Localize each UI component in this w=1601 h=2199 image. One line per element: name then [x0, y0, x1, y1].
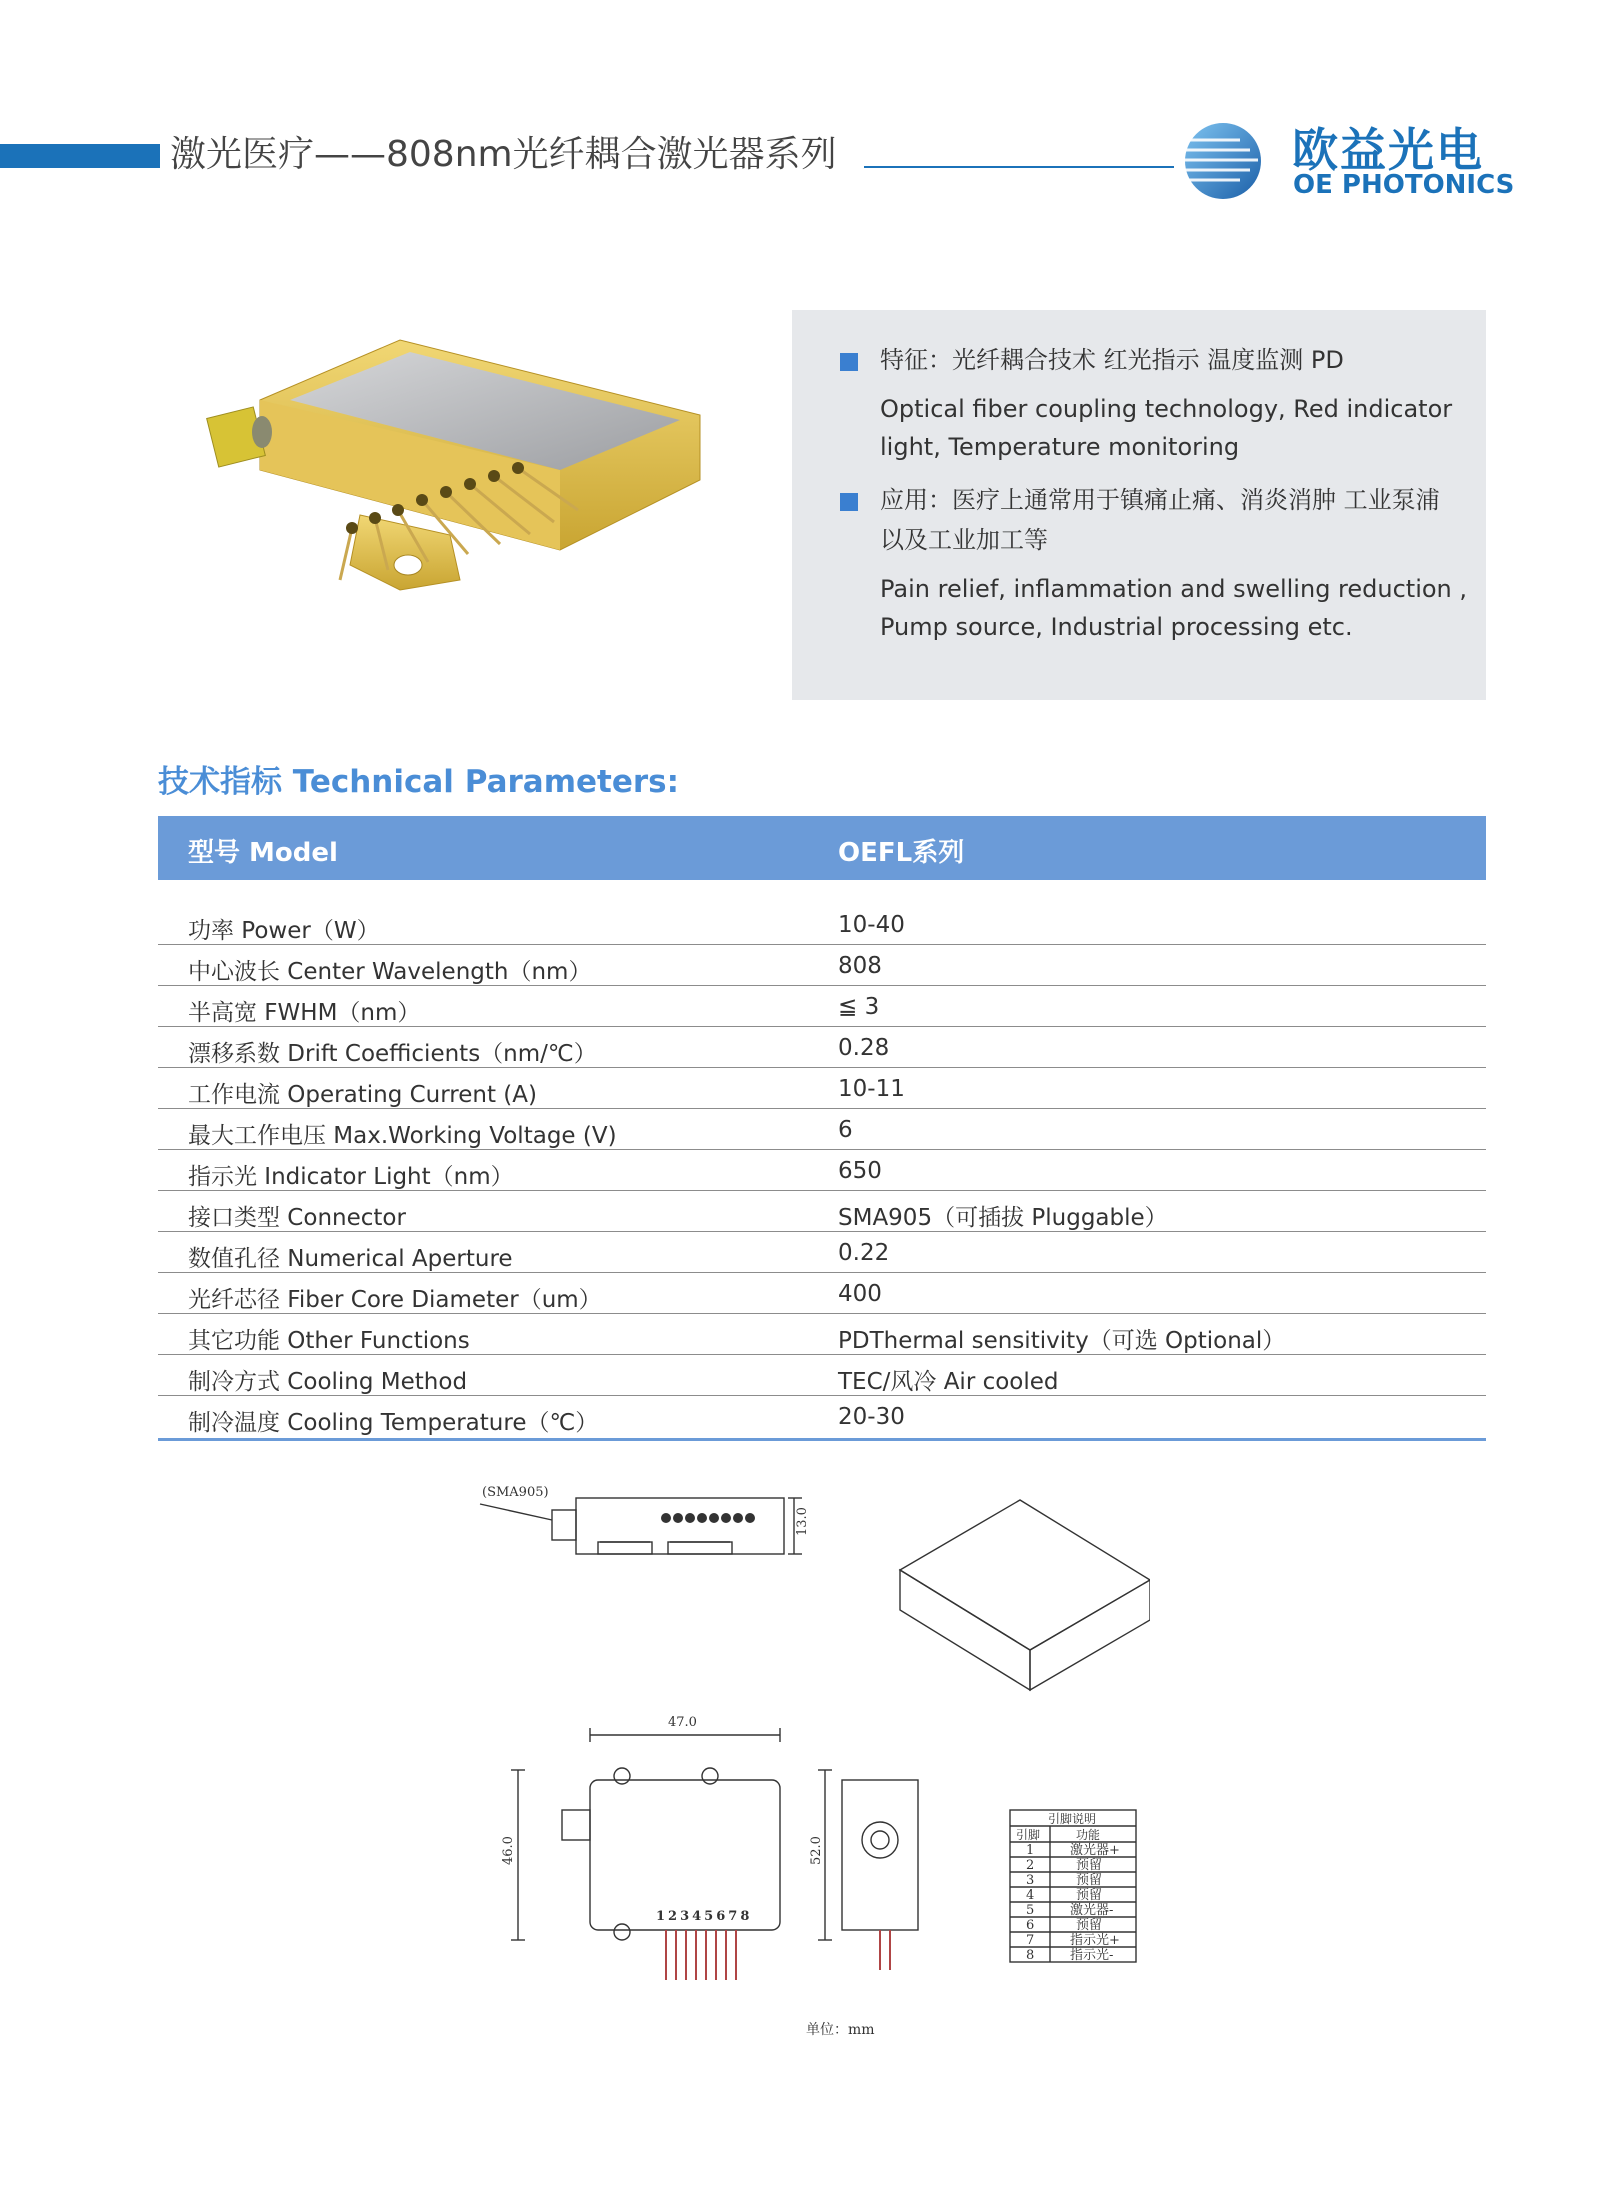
param-name: 最大工作电压 Max.Working Voltage (V)	[188, 1123, 617, 1149]
square-bullet-icon	[840, 353, 858, 371]
top-view-body	[590, 1780, 780, 1930]
param-value: 6	[838, 1117, 853, 1143]
param-value: 400	[838, 1281, 882, 1307]
square-bullet-icon	[840, 493, 858, 511]
length-dimension: 52.0	[809, 1836, 824, 1865]
unit-label: 单位：mm	[806, 2022, 875, 2038]
param-value: 20-30	[838, 1404, 905, 1430]
table-row	[158, 986, 1486, 1027]
pin-table-title: 引脚说明	[1048, 1812, 1097, 1826]
pin-number: 8	[1026, 1948, 1035, 1963]
header-accent-bar	[0, 144, 160, 168]
param-name: 中心波长 Center Wavelength（nm）	[188, 959, 592, 985]
param-value: 808	[838, 953, 882, 979]
pin-function: 指示光+	[1070, 1933, 1120, 1948]
pin-table-col1: 引脚	[1016, 1828, 1041, 1842]
page-title: 激光医疗——808nm光纤耦合激光器系列	[170, 134, 837, 175]
param-name: 光纤芯径 Fiber Core Diameter（um）	[188, 1287, 602, 1313]
application-en-text-2: Pump source, Industrial processing etc.	[880, 613, 1353, 641]
header-series: OEFL系列	[838, 838, 965, 868]
param-value: ≦ 3	[838, 994, 880, 1020]
table-row	[158, 1068, 1486, 1109]
pin-number: 2	[1026, 1858, 1035, 1873]
product-photo	[200, 320, 720, 640]
pin-function: 预留	[1076, 1918, 1103, 1933]
pin-number: 6	[1026, 1918, 1035, 1933]
logo-text-cn: 欧益光电	[1292, 123, 1484, 177]
param-value: 10-40	[838, 912, 905, 938]
logo-text-en: OE PHOTONICS	[1293, 170, 1515, 200]
param-value: TEC/风冷 Air cooled	[838, 1369, 1059, 1395]
header-underline	[864, 166, 1174, 168]
param-name: 其它功能 Other Functions	[188, 1328, 470, 1354]
pin-table-col2: 功能	[1076, 1828, 1101, 1842]
pin-function: 激光器-	[1070, 1903, 1114, 1918]
application-cn-text-2: 以及工业加工等	[880, 526, 1048, 554]
param-value: 0.28	[838, 1035, 890, 1061]
mechanical-drawings	[470, 1480, 1150, 2020]
sma-label: (SMA905)	[482, 1485, 549, 1500]
table-row	[158, 904, 1486, 945]
param-name: 接口类型 Connector	[188, 1205, 406, 1231]
param-name: 漂移系数 Drift Coefficients（nm/℃）	[188, 1041, 597, 1067]
depth-dimension: 46.0	[501, 1836, 516, 1865]
params-heading: 技术指标 Technical Parameters:	[158, 764, 680, 800]
height-dimension: 13.0	[795, 1507, 810, 1536]
pin-function: 指示光-	[1070, 1948, 1114, 1963]
pin-numbers: 12345678	[656, 1909, 753, 1924]
table-bottom-rule	[158, 1438, 1486, 1441]
table-row	[158, 1027, 1486, 1068]
table-body	[158, 904, 1486, 1436]
feature-cn-text: 特征：光纤耦合技术 红光指示 温度监测 PD	[880, 346, 1344, 374]
application-en-text-1: Pain relief, inflammation and swelling reduction ,	[880, 575, 1468, 603]
features-panel	[792, 310, 1486, 700]
table-row	[158, 1355, 1486, 1396]
pin-number: 4	[1026, 1888, 1035, 1903]
feature-en-text-1: Optical fiber coupling technology, Red indicator	[880, 395, 1453, 423]
param-name: 指示光 Indicator Light（nm）	[188, 1164, 514, 1190]
side-view-connector	[552, 1510, 576, 1540]
pin-number: 1	[1026, 1843, 1035, 1858]
pin-number: 5	[1026, 1903, 1035, 1918]
logo-globe-icon	[1180, 118, 1266, 204]
param-value: 0.22	[838, 1240, 890, 1266]
table-row	[158, 1273, 1486, 1314]
header-model: 型号 Model	[188, 838, 338, 868]
table-row	[158, 1314, 1486, 1355]
param-name: 功率 Power（W）	[188, 918, 380, 944]
param-value: 650	[838, 1158, 882, 1184]
param-name: 数值孔径 Numerical Aperture	[188, 1246, 513, 1272]
param-value: PDThermal sensitivity（可选 Optional）	[838, 1328, 1286, 1354]
param-name: 工作电流 Operating Current (A)	[188, 1082, 537, 1108]
pin-function: 激光器+	[1070, 1843, 1120, 1858]
feature-en-text-2: light, Temperature monitoring	[880, 433, 1240, 461]
table-row	[158, 945, 1486, 986]
table-row	[158, 1232, 1486, 1273]
width-dimension: 47.0	[668, 1715, 697, 1730]
param-name: 制冷温度 Cooling Temperature（℃）	[188, 1410, 599, 1436]
param-value: 10-11	[838, 1076, 905, 1102]
table-spacer	[158, 880, 1486, 904]
side-view-body	[576, 1498, 784, 1554]
table-header	[158, 816, 1486, 880]
param-name: 制冷方式 Cooling Method	[188, 1369, 468, 1395]
table-row	[158, 1150, 1486, 1191]
params-table	[158, 816, 1486, 1441]
param-name: 半高宽 FWHM（nm）	[188, 1000, 421, 1026]
param-value: SMA905（可插拔 Pluggable）	[838, 1205, 1168, 1231]
pin-function: 预留	[1076, 1858, 1103, 1873]
pin-number: 3	[1026, 1873, 1035, 1888]
pin-function: 预留	[1076, 1873, 1103, 1888]
pin-function: 预留	[1076, 1888, 1103, 1903]
table-row	[158, 1396, 1486, 1436]
pin-number: 7	[1026, 1933, 1035, 1948]
table-row	[158, 1109, 1486, 1150]
application-cn-text-1: 应用：医疗上通常用于镇痛止痛、消炎消肿 工业泵浦	[880, 486, 1440, 514]
table-row	[158, 1191, 1486, 1232]
